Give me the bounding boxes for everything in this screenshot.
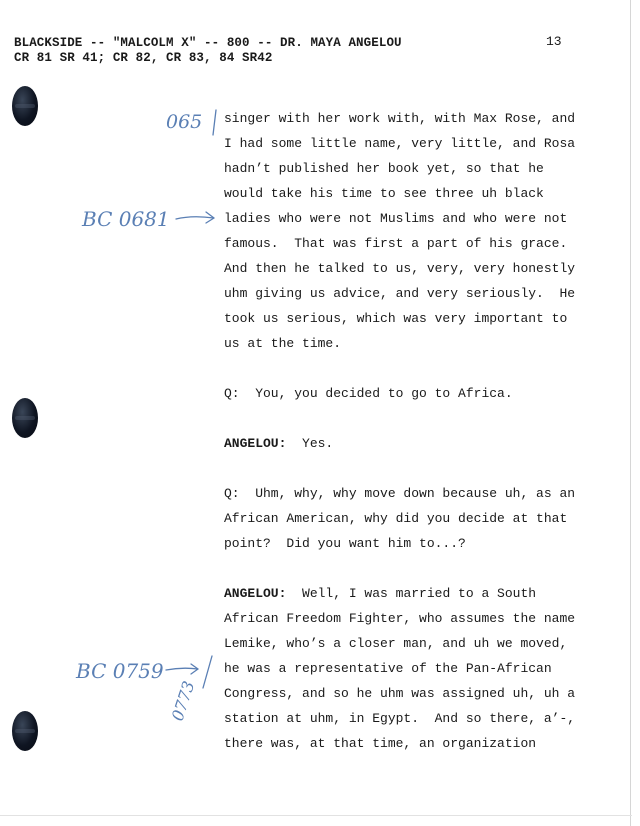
transcript-line: station at uhm, in Egypt. And so there, a’-,	[224, 711, 576, 726]
transcript-line: Q: You, you decided to go to Africa.	[224, 386, 513, 401]
header-line-1: BLACKSIDE -- "MALCOLM X" -- 800 -- DR. MAYA ANGELOU	[14, 36, 402, 50]
transcript-line: And then he talked to us, very, very honestly	[224, 261, 576, 276]
paragraph-gap	[224, 356, 624, 381]
transcript-line: African American, why did you decide at that	[224, 511, 568, 526]
transcript-line: Congress, and so he uhm was assigned uh, uh a	[224, 686, 576, 701]
transcript-line: ladies who were not Muslims and who were not	[224, 211, 568, 226]
punch-hole-top	[12, 86, 38, 126]
transcript-line: us at the time.	[224, 336, 342, 351]
timecode-bottom-text: 0773	[167, 678, 199, 724]
timecode-annotation-bottom	[168, 678, 218, 728]
speaker-text: Yes.	[286, 436, 334, 451]
bc-second-text: BC 0759	[76, 659, 164, 683]
transcript-line: took us serious, which was very important to	[224, 311, 568, 326]
paragraph-gap	[224, 556, 624, 581]
page-bottom-edge	[0, 815, 632, 816]
transcript-line: would take his time to see three uh black	[224, 186, 544, 201]
transcript-line: Lemike, who’s a closer man, and uh we moved,	[224, 636, 568, 651]
speaker-label: ANGELOU:	[224, 436, 287, 451]
transcript-body	[224, 106, 624, 756]
paragraph-gap	[224, 406, 624, 431]
transcript-line: point? Did you want him to...?	[224, 536, 466, 551]
transcript-line: he was a representative of the Pan-African	[224, 661, 552, 676]
transcript-line: Q: Uhm, why, why move down because uh, as an	[224, 486, 576, 501]
speaker-text: Well, I was married to a South	[286, 586, 537, 601]
speaker-label: ANGELOU:	[224, 586, 287, 601]
arrow-icon	[176, 217, 214, 219]
punch-hole-bottom	[12, 711, 38, 751]
transcript-line	[224, 431, 624, 456]
transcript-line: singer with her work with, with Max Rose, and	[224, 111, 576, 126]
transcript-line: there was, at that time, an organization	[224, 736, 537, 751]
page-number: 13	[546, 34, 562, 49]
page-right-edge	[630, 0, 631, 826]
transcript-line	[224, 581, 624, 606]
bc-annotation-first	[80, 200, 224, 236]
transcript-line: hadn’t published her book yet, so that he	[224, 161, 544, 176]
annotation-tick-mark	[213, 110, 216, 135]
timecode-annotation-top	[160, 104, 224, 138]
transcript-line: uhm giving us advice, and very seriously. He	[224, 286, 576, 301]
punch-hole-middle	[12, 398, 38, 438]
timecode-top-text: 065	[166, 111, 203, 133]
header-line-2: CR 81 SR 41; CR 82, CR 83, 84 SR42	[14, 51, 273, 65]
arrow-icon	[166, 668, 198, 670]
transcript-line: I had some little name, very little, and Rosa	[224, 136, 576, 151]
document-header	[14, 36, 402, 66]
paragraph-gap	[224, 456, 624, 481]
bc-first-text: BC 0681	[82, 207, 170, 231]
transcript-line: African Freedom Fighter, who assumes the name	[224, 611, 576, 626]
transcript-line: famous. That was first a part of his grace.	[224, 236, 568, 251]
